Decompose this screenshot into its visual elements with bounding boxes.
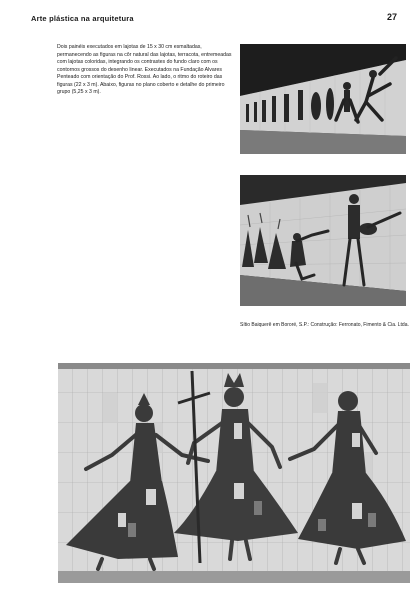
mural-photo-perspective-image (240, 44, 406, 154)
mural-photo-detail-first-group (58, 363, 410, 583)
mural-photo-guitar-player (240, 175, 406, 306)
page-number: 27 (387, 12, 398, 22)
page-header-title: Arte plástica na arquitetura (31, 14, 134, 23)
mural-photo-perspective (240, 44, 406, 154)
photo-caption: Sítio Baiquerê em Bororé, S.P.: Construção: Ferronato, Fimento & Cia. Ltda. (240, 322, 409, 328)
body-paragraph: Dois painéis executados em lajotas de 15 x 30 cm esmaltadas, permanecendo as figuras na côr natural das lajotas, terracota, entremeadas com lajotas coloridas, integrando os contrastes do fundo claro com os contornos grossos do desenho linear. Executados na Fundação Alvares Penteado com orientação do Prof. Rossi. Ao lado, o ritmo do roteiro das figuras (22 x 3 m). Abaixo, figuras no plano coberto e detalhe do primeiro grupo (5,25 x 3 m). (57, 44, 232, 95)
mural-photo-detail-first-group-image (58, 363, 410, 583)
mural-photo-guitar-player-image (240, 175, 406, 306)
